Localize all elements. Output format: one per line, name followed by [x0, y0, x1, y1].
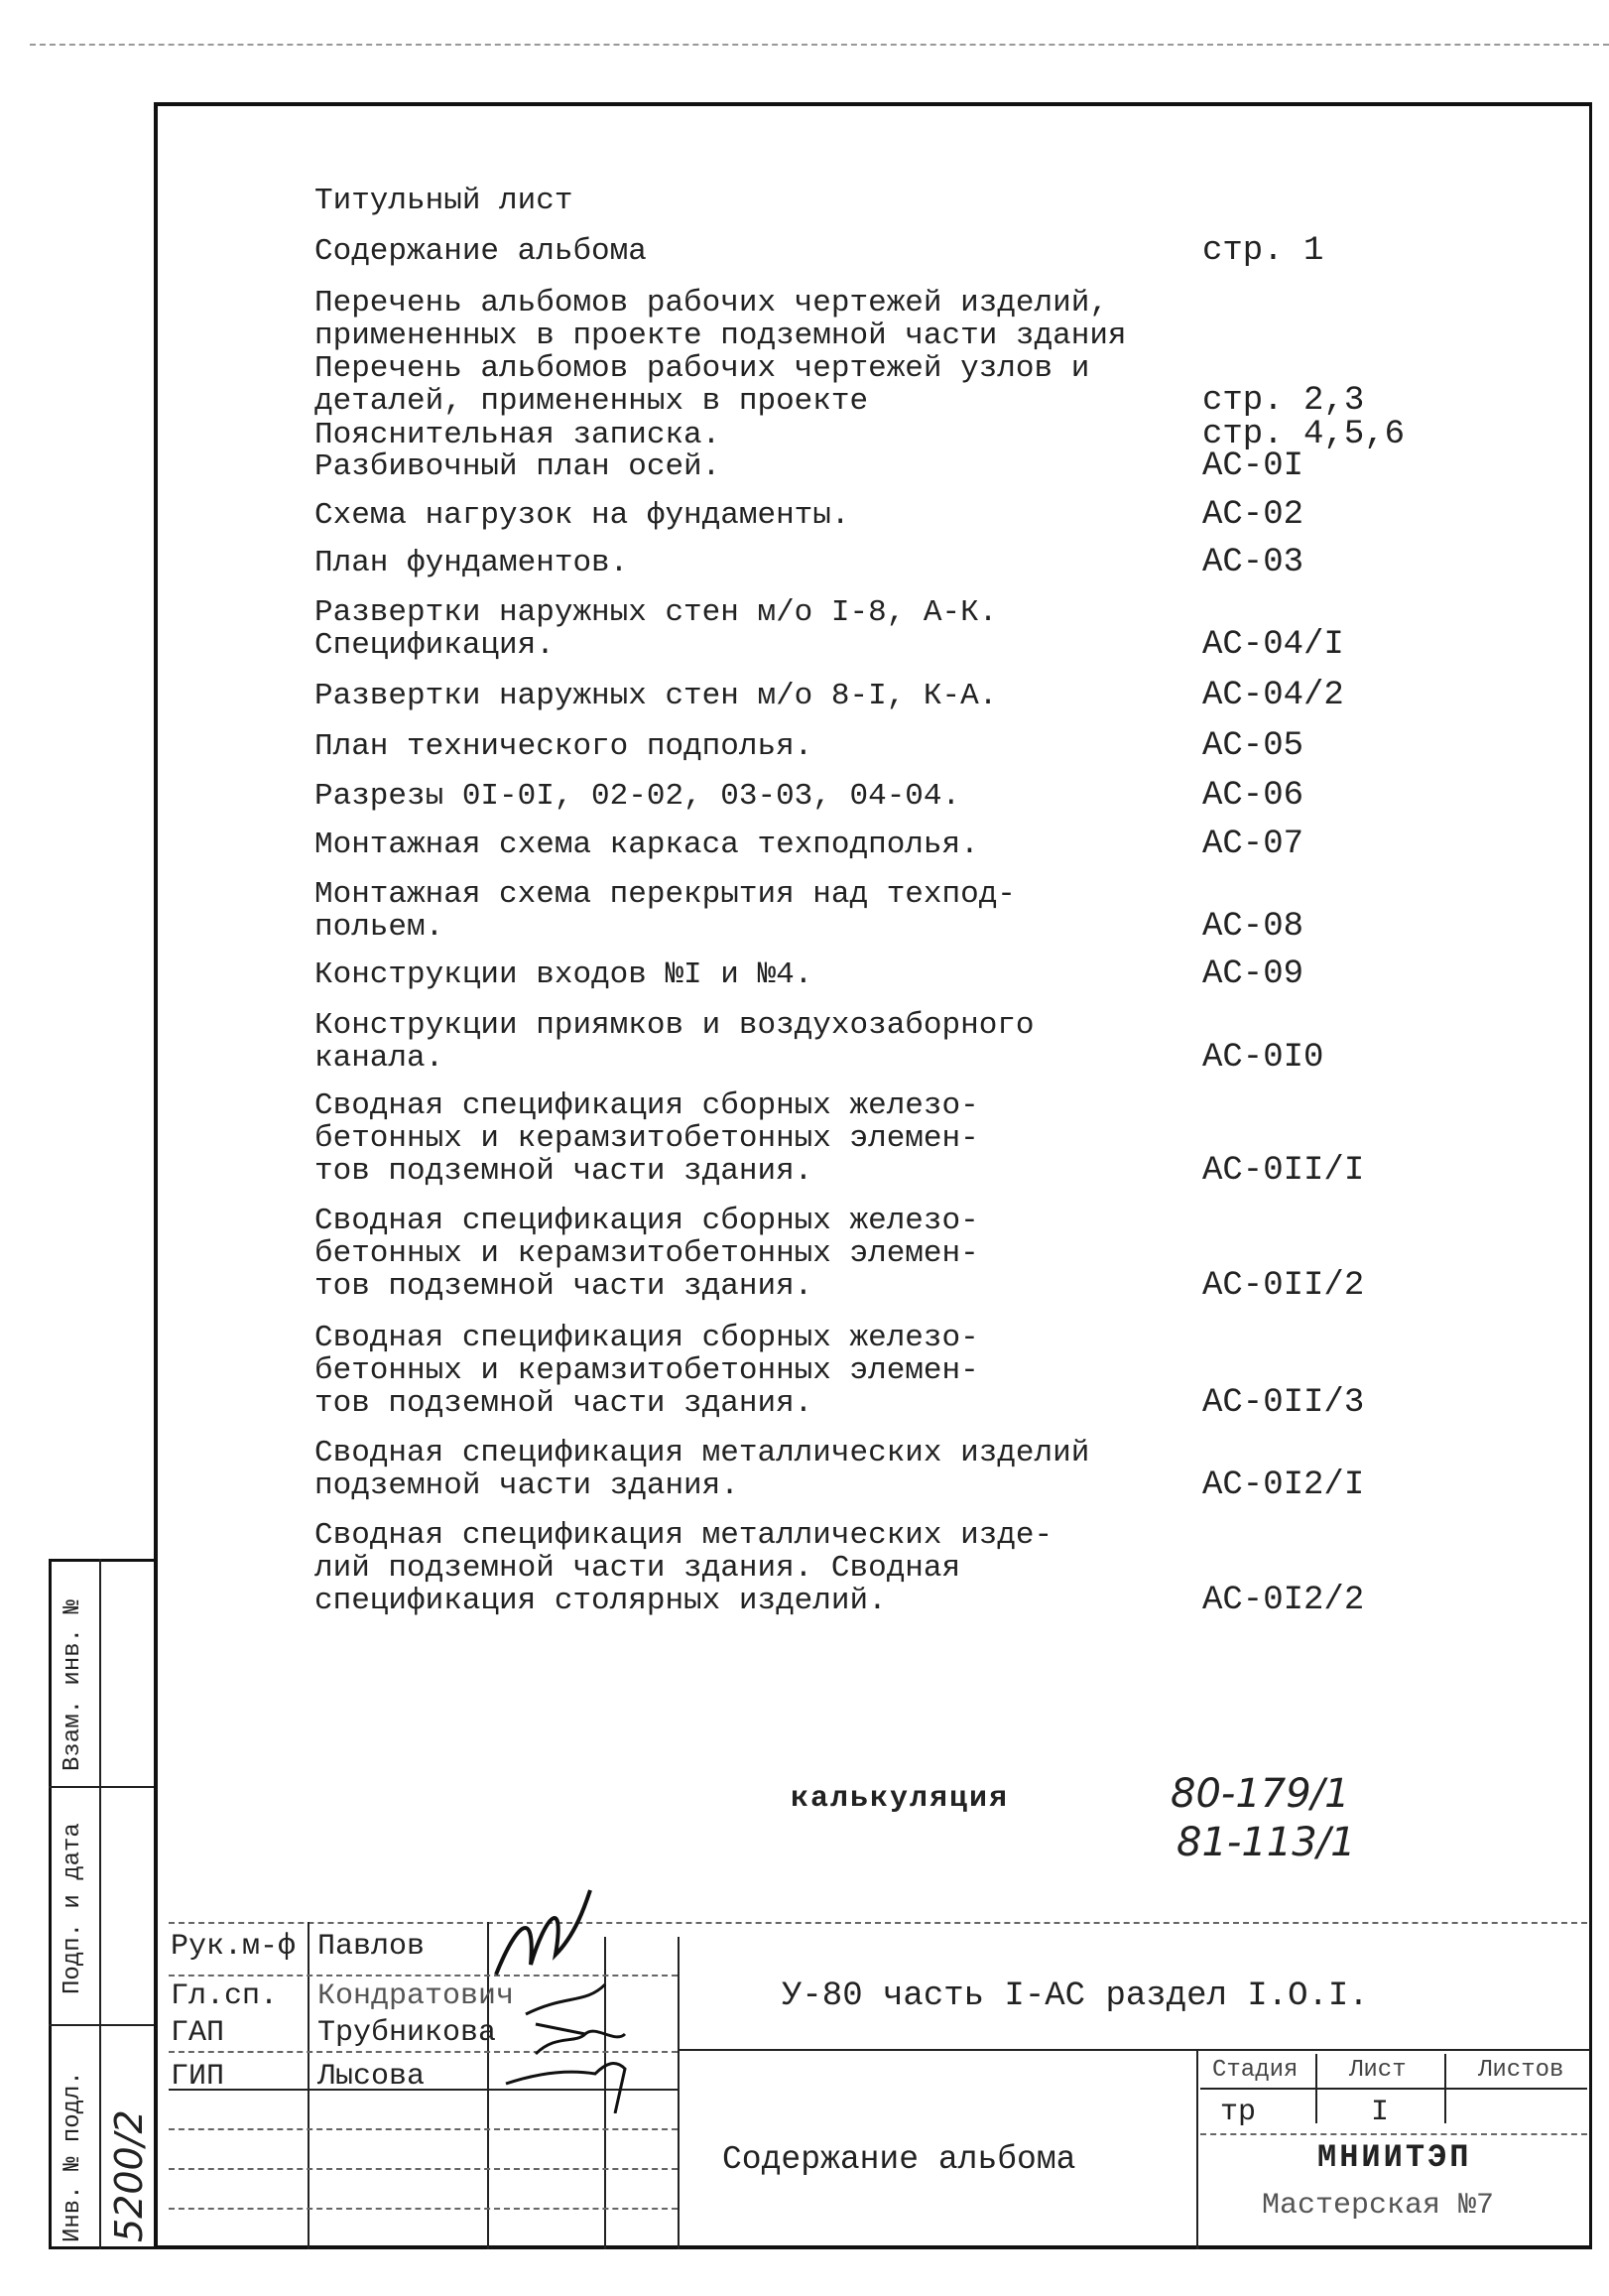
divider	[169, 2208, 678, 2210]
contents-entry	[314, 1205, 979, 1303]
contents-entry	[314, 1009, 1035, 1075]
signer-name: Кондратович	[317, 1979, 515, 2013]
entry-sheet-code: АС-08	[1202, 908, 1304, 946]
contents-entry	[314, 1437, 1089, 1502]
entry-line: тов подземной части здания.	[314, 1269, 813, 1304]
contents-entry	[314, 1089, 979, 1188]
contents-entry	[314, 878, 1016, 944]
entry-sheet-code: АС-0I2/I	[1202, 1467, 1365, 1504]
signer-name: Трубникова	[317, 2016, 497, 2050]
entry-line: Схема нагрузок на фундаменты.	[314, 498, 850, 533]
contents-entry	[314, 235, 647, 268]
contents-entry	[314, 352, 1089, 418]
entry-line: План фундаментов.	[314, 546, 629, 580]
entry-sheet-code: АС-05	[1202, 727, 1304, 765]
signatures	[476, 1885, 675, 2113]
entry-line: лий подземной части здания. Сводная	[314, 1551, 961, 1586]
entry-line: Перечень альбомов рабочих чертежей узлов и	[314, 351, 1090, 386]
entry-line: тов подземной части здания.	[314, 1154, 813, 1189]
divider	[169, 2168, 678, 2170]
entry-sheet-code: АС-03	[1202, 544, 1304, 581]
contents-entry	[314, 450, 720, 483]
divider	[678, 1937, 680, 2249]
entry-line: Перечень альбомов рабочих чертежей изделий,	[314, 286, 1108, 320]
stage-label: Стадия	[1212, 2057, 1299, 2084]
contents-entry	[314, 1519, 1052, 1617]
contents-entry	[314, 185, 572, 217]
entry-line: бетонных и керамзитобетонных элемен-	[314, 1353, 979, 1388]
entry-line: деталей, примененных в проекте	[314, 384, 869, 419]
contents-entry	[314, 547, 628, 579]
entry-sheet-code: АС-04/I	[1202, 626, 1344, 664]
contents-entry	[314, 596, 997, 662]
signer-role: Рук.м-ф	[171, 1930, 297, 1964]
entry-sheet-code: стр. 1	[1202, 232, 1324, 270]
sheets-label: Листов	[1478, 2057, 1564, 2084]
entry-sheet-code: АС-0I2/2	[1202, 1582, 1365, 1619]
contents-entry	[314, 958, 812, 991]
entry-line: Титульный лист	[314, 184, 573, 218]
stage-value: тр	[1220, 2096, 1257, 2129]
sign-date-label: Подп. и дата	[60, 1823, 86, 1994]
calculation-number: 81-113/1	[1176, 1820, 1356, 1865]
divider	[1196, 2049, 1198, 2249]
entry-line: Конструкции входов №I и №4.	[314, 957, 813, 992]
entry-line: Сводная спецификация сборных железо-	[314, 1088, 979, 1123]
divider	[49, 2024, 154, 2026]
contents-entry	[314, 1322, 979, 1420]
entry-sheet-code: АС-09	[1202, 956, 1304, 993]
entry-sheet-code: АС-0II/3	[1202, 1384, 1365, 1422]
entry-line: бетонных и керамзитобетонных элемен-	[314, 1121, 979, 1156]
entry-sheet-code: стр. 4,5,6	[1202, 416, 1406, 453]
entry-sheet-code: АС-07	[1202, 826, 1304, 863]
entry-line: польем.	[314, 910, 444, 945]
signer-role: ГИП	[171, 2060, 225, 2094]
entry-line: План технического подполья.	[314, 729, 813, 764]
contents-entry	[314, 780, 960, 813]
entry-line: Сводная спецификация металлических изде-	[314, 1518, 1053, 1553]
entry-line: Спецификация.	[314, 628, 555, 663]
entry-line: Развертки наружных стен м/о I-8, А-К.	[314, 595, 998, 630]
calculation-number: 80-179/1	[1171, 1771, 1350, 1817]
sheet-label: Лист	[1349, 2057, 1407, 2084]
entry-sheet-code: АС-02	[1202, 496, 1304, 534]
entry-sheet-code: АС-0I	[1202, 447, 1304, 485]
divider	[1200, 2133, 1587, 2135]
entry-sheet-code: АС-0II/2	[1202, 1267, 1365, 1305]
entry-line: Сводная спецификация сборных железо-	[314, 1321, 979, 1355]
divider	[308, 1922, 309, 2249]
contents-entry	[314, 499, 850, 532]
signer-name: Павлов	[317, 1930, 426, 1964]
entry-line: Монтажная схема перекрытия над техпод-	[314, 877, 1016, 912]
entry-sheet-code: АС-04/2	[1202, 677, 1344, 714]
workshop: Мастерская №7	[1262, 2189, 1495, 2223]
title-block-top-line	[169, 1922, 1587, 1924]
divider	[169, 2128, 678, 2130]
organization: МНИИТЭП	[1317, 2139, 1472, 2176]
entry-line: Разбивочный план осей.	[314, 449, 721, 484]
entry-line: Разрезы 0I-0I, 02-02, 03-03, 04-04.	[314, 779, 961, 814]
divider	[1200, 2088, 1587, 2090]
replace-inv-label: Взам. инв. №	[60, 1599, 86, 1771]
entry-sheet-code: АС-0II/I	[1202, 1152, 1365, 1190]
signer-role: ГАП	[171, 2016, 225, 2050]
entry-line: спецификация столярных изделий.	[314, 1584, 887, 1618]
entry-line: Пояснительная записка.	[314, 418, 721, 452]
entry-line: Сводная спецификация сборных железо-	[314, 1204, 979, 1238]
contents-entry	[314, 829, 979, 861]
entry-line: примененных в проекте подземной части здания	[314, 319, 1127, 353]
entry-line: бетонных и керамзитобетонных элемен-	[314, 1236, 979, 1271]
entry-sheet-code: АС-06	[1202, 777, 1304, 815]
inv-number: 5200/2	[107, 2109, 151, 2242]
calculation-label: калькуляция	[791, 1782, 1010, 1816]
project-code: У-80 часть I-АС раздел I.О.I.	[782, 1977, 1369, 2015]
page-top-edge	[30, 44, 1609, 46]
inv-orig-label: Инв. № подл.	[60, 2071, 86, 2242]
entry-line: подземной части здания.	[314, 1468, 739, 1503]
contents-entry	[314, 287, 1127, 352]
contents-entry	[314, 730, 812, 763]
divider	[99, 1559, 101, 2249]
entry-line: Развертки наружных стен м/о 8-I, К-А.	[314, 679, 998, 713]
entry-line: Сводная спецификация металлических изделий	[314, 1436, 1090, 1470]
divider	[49, 1786, 154, 1788]
entry-sheet-code: АС-0I0	[1202, 1039, 1324, 1077]
signer-role: Гл.сп.	[171, 1979, 279, 2013]
entry-line: Конструкции приямков и воздухозаборного	[314, 1008, 1035, 1043]
divider	[678, 2049, 1590, 2051]
entry-line: канала.	[314, 1041, 444, 1076]
contents-entry	[314, 680, 997, 712]
entry-line: Монтажная схема каркаса техподполья.	[314, 828, 979, 862]
entry-line: Содержание альбома	[314, 234, 647, 269]
contents-entry	[314, 419, 720, 451]
entry-sheet-code: стр. 2,3	[1202, 382, 1365, 420]
signer-name: Лысова	[317, 2060, 426, 2094]
sheet-title: Содержание альбома	[722, 2141, 1076, 2178]
sheet-value: I	[1371, 2096, 1390, 2129]
entry-line: тов подземной части здания.	[314, 1386, 813, 1421]
